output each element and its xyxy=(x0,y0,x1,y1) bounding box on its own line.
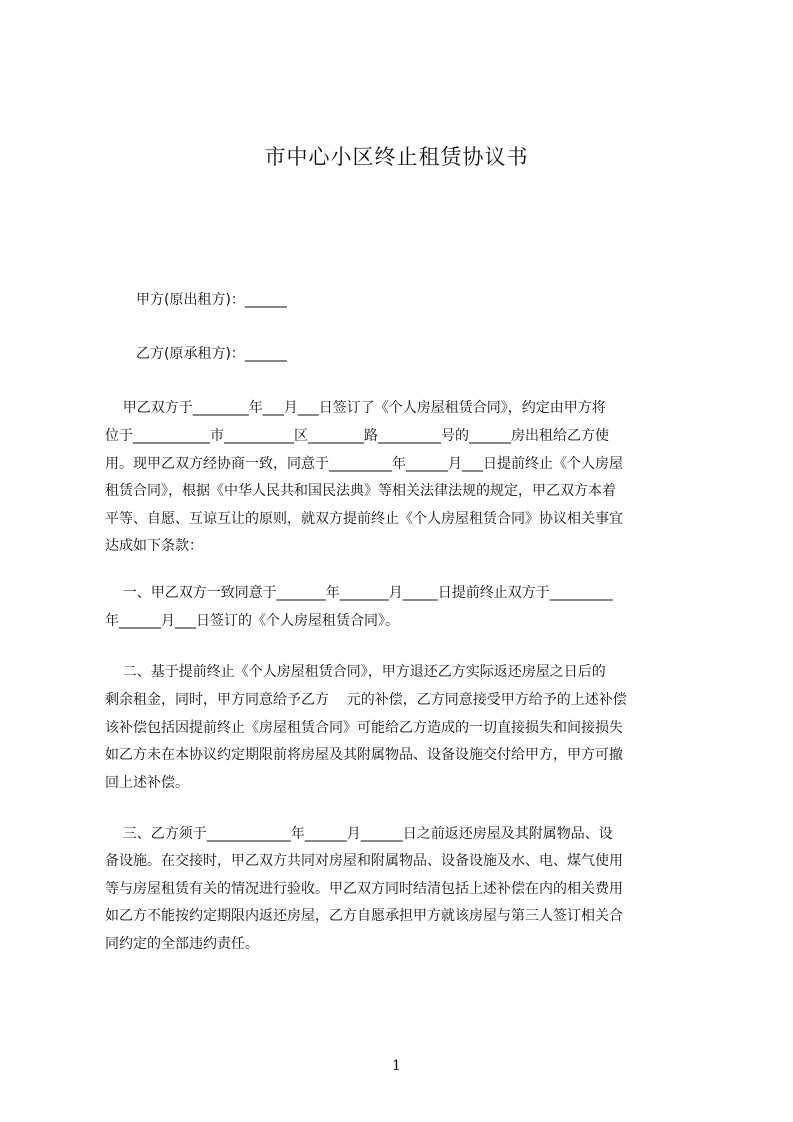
clause2-line-5: 回上述补偿。 xyxy=(105,775,189,791)
intro-line-5: 平等、自愿、互谅互让的原则，就双方提前终止《个人房屋租赁合同》协议相关事宜 xyxy=(105,511,623,527)
clause2-line-3: 该补偿包括因提前终止《房屋租赁合同》可能给乙方造成的一切直接损失和间接损失 xyxy=(105,720,623,736)
clause2-line-4: 如乙方未在本协议约定期限前将房屋及其附属物品、设备设施交付给甲方，甲方可撤 xyxy=(105,747,623,763)
party-b-line: 乙方(原承租方)：______ xyxy=(136,346,287,362)
clause1-line-2: 年______月___日签订的《个人房屋租赁合同》。 xyxy=(105,613,399,629)
intro-line-1: 甲乙双方于________年___月___日签订了《个人房屋租赁合同》，约定由甲方将 xyxy=(105,400,606,416)
intro-line-6: 达成如下条款： xyxy=(105,538,203,554)
clause3-line-2: 备设施。在交接时，甲乙双方共同对房屋和附属物品、设备设施及水、电、煤气使用 xyxy=(105,853,623,869)
intro-line-3: 用。现甲乙双方经协商一致，同意于_________年______月___日提前终止《个人房屋 xyxy=(105,456,623,472)
page-number: 1 xyxy=(392,1058,401,1074)
clause2-line-2: 剩余租金，同时，甲方同意给予乙方 元的补偿，乙方同意接受甲方给予的上述补偿 xyxy=(105,692,627,708)
clause3-line-4: 如乙方不能按约定期限内返还房屋，乙方自愿承担甲方就该房屋与第三人签订相关合 xyxy=(105,908,623,924)
intro-line-2: 位于___________市__________区________路_________号的______房出租给乙方使 xyxy=(105,428,609,444)
intro-line-4: 租赁合同》，根据《中华人民共和国民法典》等相关法律法规的规定，甲乙双方本着 xyxy=(105,483,616,499)
document-title: 市中心小区终止租赁协议书 xyxy=(264,145,529,169)
clause1-line-1: 一、甲乙双方一致同意于_______年_______月_____日提前终止双方于_________ xyxy=(105,585,613,601)
clause3-line-3: 等与房屋租赁有关的情况进行验收。甲乙双方同时结清包括上述补偿在内的相关费用 xyxy=(105,881,623,897)
clause3-line-5: 同约定的全部违约责任。 xyxy=(105,936,259,952)
clause2-line-1: 二、基于提前终止《个人房屋租赁合同》，甲方退还乙方实际返还房屋之日后的 xyxy=(105,664,606,680)
clause3-line-1: 三、乙方须于____________年______月______日之前返还房屋及其附属物品、设 xyxy=(105,826,613,842)
party-a-line: 甲方(原出租方)：______ xyxy=(136,292,287,308)
